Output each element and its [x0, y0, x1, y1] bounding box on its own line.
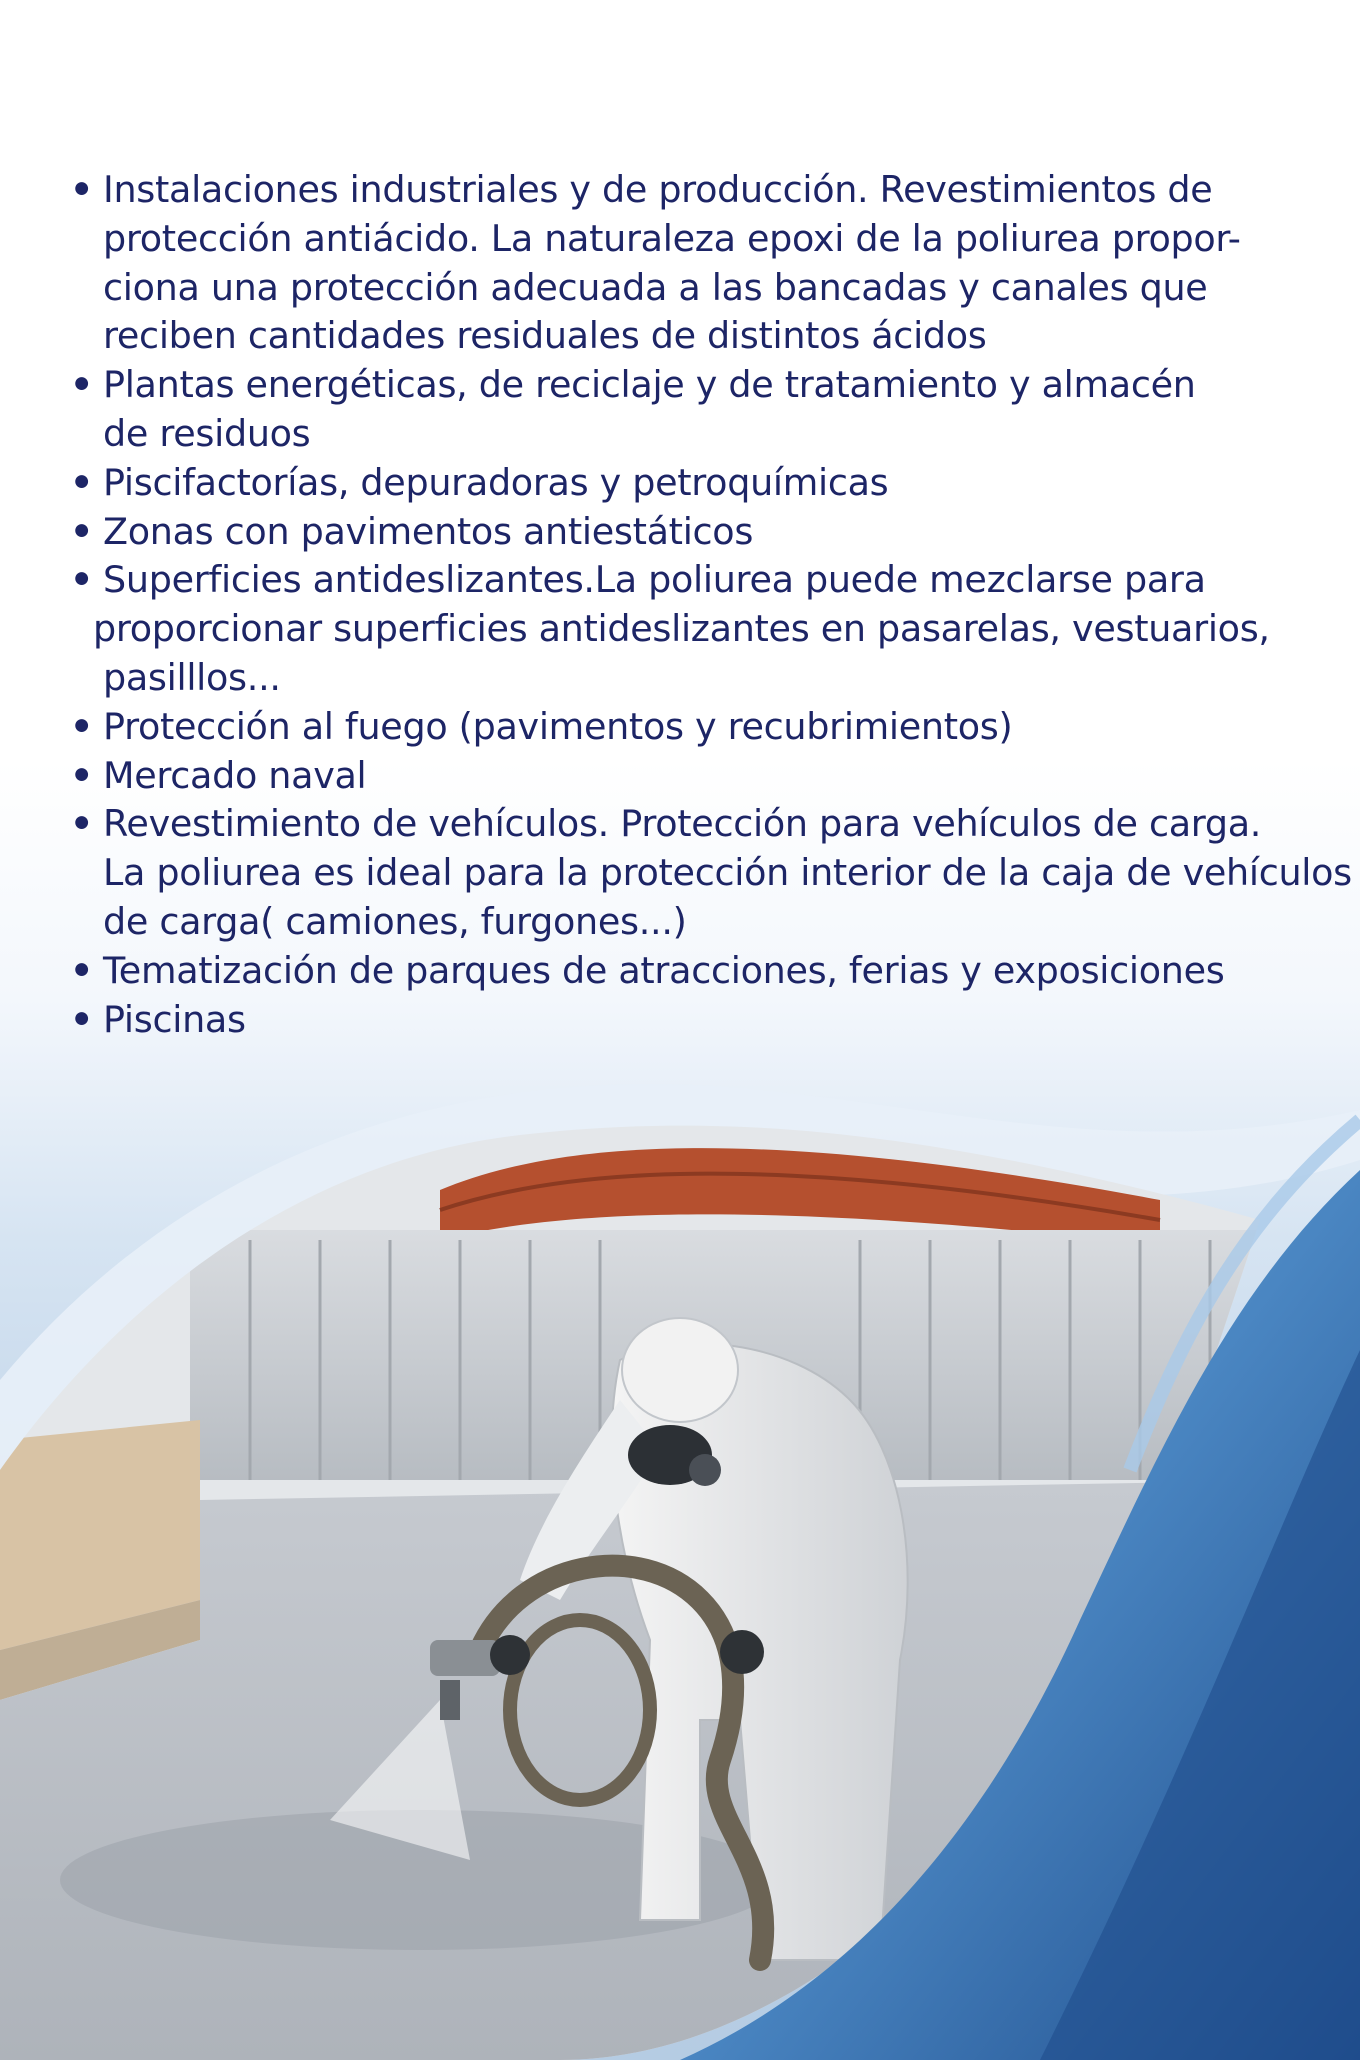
bullet-line: reciben cantidades residuales de distintos ácidos [103, 314, 987, 358]
bullet-dot: • [70, 997, 94, 1041]
bullet-line: Piscinas [103, 997, 246, 1041]
bullet-dot: • [70, 704, 94, 748]
bullet-dot: • [70, 363, 94, 407]
bullet-line: La poliurea es ideal para la protección interior de la caja de vehículos [103, 851, 1352, 895]
bullet-dot: • [70, 168, 94, 211]
bullet-line: Instalaciones industriales y de producción. Revestimientos de [103, 168, 1213, 211]
bullet-line: Superficies antideslizantes.La poliurea puede mezclarse para [103, 558, 1206, 602]
bullet-dot: • [70, 948, 94, 992]
bullet-line: Mercado naval [103, 753, 367, 797]
bullet-line: protección antiácido. La naturaleza epoxi de la poliurea propor- [103, 216, 1241, 260]
bullet-dot: • [70, 460, 94, 504]
bullet-line: de carga( camiones, furgones...) [103, 899, 687, 943]
bullet-dot: • [70, 753, 94, 797]
bullet-line: Tematización de parques de atracciones, ferias y exposiciones [103, 948, 1225, 992]
bullet-line: Zonas con pavimentos antiestáticos [103, 509, 754, 553]
bullet-dot: • [70, 509, 94, 553]
bullet-dot: • [70, 558, 94, 602]
bullet-dot: • [70, 802, 94, 846]
bullet-line: Revestimiento de vehículos. Protección para vehículos de carga. [103, 802, 1262, 846]
bullet-line: proporcionar superficies antideslizantes en pasarelas, vestuarios, [93, 607, 1270, 651]
bullet-line: Piscifactorías, depuradoras y petroquímicas [103, 460, 889, 504]
bullet-line: pasilllos... [103, 655, 281, 699]
bullet-line: de residuos [103, 411, 311, 455]
bullet-line: ciona una protección adecuada a las bancadas y canales que [103, 265, 1208, 309]
bullet-line: Plantas energéticas, de reciclaje y de tratamiento y almacén [103, 363, 1196, 407]
bullet-line: Protección al fuego (pavimentos y recubrimientos) [103, 704, 1013, 748]
